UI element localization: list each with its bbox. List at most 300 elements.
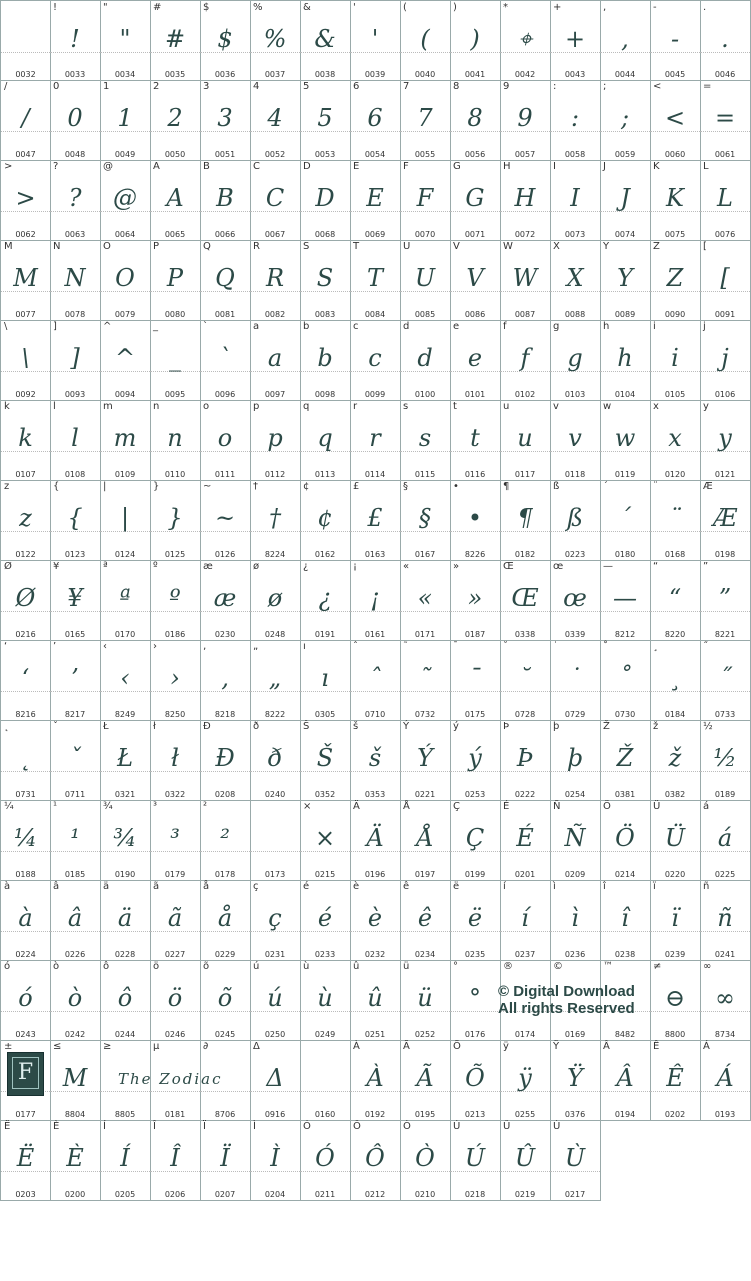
glyph-sample: + — [564, 25, 586, 53]
glyph-cell-label: g — [553, 321, 560, 332]
glyph-cell-label: º — [153, 561, 158, 572]
glyph-cell — [350, 720, 401, 801]
glyph-cell — [200, 720, 251, 801]
glyph-cell — [50, 1120, 101, 1201]
glyph-cell-label: ' — [353, 2, 356, 13]
glyph-sample: ^ — [114, 344, 136, 372]
glyph-cell — [50, 160, 101, 241]
glyph-cell-label: \ — [4, 321, 8, 332]
glyph-sample: ⊖ — [664, 984, 686, 1012]
glyph-cell-label: Æ — [703, 481, 713, 492]
glyph-code: 0199 — [464, 870, 486, 879]
glyph-cell — [550, 1120, 601, 1201]
glyph-sample: » — [467, 584, 483, 612]
glyph-cell — [150, 0, 201, 81]
glyph-cell-label: A — [153, 161, 160, 172]
glyph-sample: ı — [321, 664, 329, 692]
glyph-code: 0246 — [164, 1030, 186, 1039]
glyph-code: 0210 — [414, 1190, 436, 1199]
glyph-cell — [250, 720, 301, 801]
glyph-sample: A — [166, 184, 184, 212]
glyph-cell-label: f — [503, 321, 507, 332]
glyph-code: 0075 — [664, 230, 686, 239]
glyph-sample: % — [263, 25, 287, 53]
glyph-cell — [0, 320, 51, 401]
glyph-sample: . — [721, 25, 729, 53]
glyph-code: 0102 — [514, 390, 536, 399]
glyph-code: 0187 — [464, 630, 486, 639]
glyph-code: 0105 — [664, 390, 686, 399]
glyph-cell — [400, 560, 451, 641]
glyph-cell — [400, 80, 451, 161]
glyph-sample: ˜ — [419, 664, 431, 692]
glyph-cell — [450, 1120, 501, 1201]
glyph-cell — [150, 80, 201, 161]
glyph-cell-label: Ù — [553, 1121, 561, 1132]
glyph-code: 8805 — [114, 1110, 136, 1119]
glyph-cell-label: Õ — [453, 1041, 461, 1052]
glyph-sample: — — [613, 584, 637, 612]
glyph-cell — [550, 720, 601, 801]
glyph-sample: 4 — [267, 104, 283, 132]
glyph-cell-label: ] — [53, 321, 57, 332]
glyph-code: 0241 — [714, 950, 736, 959]
glyph-cell-label: ∂ — [203, 1041, 209, 1052]
glyph-code: 0204 — [264, 1190, 286, 1199]
glyph-sample: ý — [468, 744, 482, 772]
glyph-code: 0123 — [64, 550, 86, 559]
glyph-sample: Q — [215, 264, 235, 292]
glyph-cell — [700, 80, 751, 161]
glyph-cell — [100, 400, 151, 481]
glyph-sample: W — [512, 264, 538, 292]
glyph-code: 0218 — [464, 1190, 486, 1199]
glyph-code: 0238 — [614, 950, 636, 959]
glyph-cell-label: Q — [203, 241, 211, 252]
glyph-code: 0093 — [64, 390, 86, 399]
glyph-code: 0104 — [614, 390, 636, 399]
glyph-cell — [350, 80, 401, 161]
glyph-code: 0194 — [614, 1110, 636, 1119]
glyph-cell — [700, 800, 751, 881]
glyph-cell — [650, 160, 701, 241]
glyph-cell — [700, 320, 751, 401]
glyph-cell-label: B — [203, 161, 210, 172]
glyph-cell-label: Ï — [203, 1121, 206, 1132]
glyph-sample: Ã — [416, 1064, 434, 1092]
glyph-cell-label: ½ — [703, 721, 713, 732]
glyph-code: 0179 — [164, 870, 186, 879]
glyph-sample: á — [717, 824, 733, 852]
glyph-cell-label: ı — [303, 641, 306, 652]
glyph-cell — [0, 880, 51, 961]
glyph-sample: D — [315, 184, 335, 212]
glyph-code: 0202 — [664, 1110, 686, 1119]
glyph-sample: ä — [117, 904, 133, 932]
glyph-code: 0190 — [114, 870, 136, 879]
glyph-cell — [100, 80, 151, 161]
glyph-cell — [200, 0, 251, 81]
glyph-code: 0082 — [264, 310, 286, 319]
glyph-code: 8706 — [214, 1110, 236, 1119]
glyph-sample: 0 — [67, 104, 83, 132]
glyph-code: 0173 — [264, 870, 286, 879]
glyph-cell — [0, 480, 51, 561]
glyph-code: 0121 — [714, 470, 736, 479]
glyph-cell — [200, 80, 251, 161]
glyph-cell-label: ¶ — [503, 481, 510, 492]
glyph-sample: : — [570, 104, 580, 132]
glyph-cell — [100, 320, 151, 401]
glyph-sample: ü — [417, 984, 433, 1012]
glyph-cell-label: V — [453, 241, 460, 252]
glyph-sample: ž — [668, 744, 682, 772]
glyph-cell — [100, 960, 151, 1041]
glyph-code: 0212 — [364, 1190, 386, 1199]
glyph-cell — [350, 160, 401, 241]
glyph-cell-label: Ò — [403, 1121, 411, 1132]
glyph-cell-label: £ — [353, 481, 360, 492]
glyph-cell-label: µ — [153, 1041, 160, 1052]
glyph-cell-label: ç — [253, 881, 259, 892]
glyph-sample: í — [521, 904, 529, 932]
glyph-cell-label: ¥ — [53, 561, 60, 572]
glyph-code: 0223 — [564, 550, 586, 559]
glyph-code: 0110 — [164, 470, 186, 479]
glyph-cell-label: à — [4, 881, 11, 892]
glyph-cell — [300, 0, 351, 81]
glyph-sample: ö — [167, 984, 183, 1012]
glyph-cell-label: À — [353, 1041, 360, 1052]
glyph-cell — [50, 720, 101, 801]
glyph-sample: > — [15, 184, 36, 212]
glyph-sample: Í — [120, 1144, 130, 1172]
glyph-cell — [650, 1040, 701, 1121]
glyph-cell-label: © — [553, 961, 563, 972]
glyph-sample: 5 — [317, 104, 333, 132]
glyph-code: 0100 — [414, 390, 436, 399]
glyph-sample: B — [216, 184, 234, 212]
glyph-cell — [350, 640, 401, 721]
glyph-code: 0196 — [364, 870, 386, 879]
glyph-cell-label: ® — [503, 961, 513, 972]
glyph-cell — [600, 240, 651, 321]
glyph-cell-label: ² — [203, 801, 208, 812]
glyph-cell — [250, 880, 301, 961]
glyph-code: 0043 — [564, 70, 586, 79]
glyph-cell-label: L — [703, 161, 709, 172]
logo-letter: F — [12, 1057, 39, 1089]
glyph-code: 0087 — [514, 310, 536, 319]
glyph-cell-label: Ç — [453, 801, 460, 812]
glyph-cell-label: ∞ — [703, 961, 712, 972]
glyph-code: 0711 — [64, 790, 86, 799]
glyph-cell — [300, 560, 351, 641]
glyph-cell — [400, 240, 451, 321]
glyph-sample: c — [368, 344, 382, 372]
glyph-code: 0254 — [564, 790, 586, 799]
glyph-cell-label: ¡ — [353, 561, 358, 572]
glyph-sample: ˇ — [69, 744, 81, 772]
glyph-code: 0208 — [214, 790, 236, 799]
glyph-cell-label: o — [203, 401, 210, 412]
glyph-cell — [0, 640, 51, 721]
glyph-cell — [650, 480, 701, 561]
glyph-sample: ª — [119, 584, 131, 612]
glyph-code: 0122 — [15, 550, 36, 559]
glyph-sample: F — [416, 184, 434, 212]
glyph-code: 0191 — [314, 630, 336, 639]
glyph-cell — [250, 160, 301, 241]
glyph-code: 0060 — [664, 150, 686, 159]
glyph-sample: ‹ — [120, 664, 130, 692]
glyph-cell — [0, 240, 51, 321]
glyph-cell-label: É — [503, 801, 510, 812]
glyph-cell-label: Ý — [403, 721, 410, 732]
glyph-cell-label: ý — [453, 721, 459, 732]
glyph-cell-label: Ž — [603, 721, 610, 732]
glyph-code: 0089 — [614, 310, 636, 319]
glyph-cell — [350, 1040, 401, 1121]
glyph-cell-label: ˜ — [403, 641, 408, 652]
glyph-code: 0176 — [464, 1030, 486, 1039]
glyph-code: 0197 — [414, 870, 436, 879]
glyph-cell — [500, 800, 551, 881]
publisher-logo — [7, 1052, 44, 1096]
glyph-code: 0186 — [164, 630, 186, 639]
glyph-cell-label: " — [103, 2, 108, 13]
glyph-code: 0064 — [114, 230, 136, 239]
glyph-cell — [250, 800, 301, 881]
glyph-cell-label: X — [553, 241, 560, 252]
glyph-cell — [400, 880, 451, 961]
glyph-sample: £ — [367, 504, 383, 532]
glyph-sample: _ — [169, 344, 181, 372]
glyph-cell — [400, 720, 451, 801]
glyph-cell — [50, 240, 101, 321]
glyph-cell — [700, 640, 751, 721]
glyph-code: 0066 — [214, 230, 236, 239]
glyph-code: 0068 — [314, 230, 336, 239]
glyph-cell-label: : — [553, 81, 557, 92]
glyph-cell — [500, 720, 551, 801]
glyph-sample: æ — [213, 584, 237, 612]
glyph-sample: À — [366, 1064, 384, 1092]
glyph-sample: ¡ — [370, 584, 380, 612]
glyph-code: 0200 — [64, 1190, 86, 1199]
glyph-code: 8800 — [664, 1030, 686, 1039]
glyph-code: 0085 — [414, 310, 436, 319]
glyph-sample: ˚ — [619, 664, 631, 692]
glyph-code: 0242 — [64, 1030, 86, 1039]
glyph-cell-label: . — [703, 2, 707, 13]
glyph-sample: Î — [170, 1144, 180, 1172]
glyph-sample: Ä — [366, 824, 384, 852]
glyph-cell-label: ( — [403, 2, 407, 13]
glyph-code: 8804 — [64, 1110, 86, 1119]
glyph-cell-label: Y — [603, 241, 610, 252]
glyph-sample: â — [67, 904, 83, 932]
glyph-cell-label: ¸ — [653, 641, 658, 652]
glyph-sample: \ — [21, 344, 30, 372]
glyph-code: 0227 — [164, 950, 186, 959]
glyph-code: 0710 — [364, 710, 386, 719]
glyph-cell — [700, 960, 751, 1041]
glyph-code: 0338 — [514, 630, 536, 639]
glyph-cell-label: * — [503, 2, 508, 13]
glyph-sample: 3 — [217, 104, 233, 132]
glyph-cell — [450, 800, 501, 881]
glyph-cell — [450, 1040, 501, 1121]
glyph-code: 8226 — [464, 550, 486, 559]
glyph-cell-label: d — [403, 321, 410, 332]
glyph-sample: z — [19, 504, 32, 532]
glyph-code: 0048 — [64, 150, 86, 159]
glyph-code: 0077 — [15, 310, 36, 319]
glyph-cell — [200, 1120, 251, 1201]
glyph-code: 0054 — [364, 150, 386, 159]
glyph-cell-label: ~ — [203, 481, 212, 492]
glyph-code: 8220 — [664, 630, 686, 639]
glyph-cell-label: G — [453, 161, 461, 172]
glyph-sample: Ï — [220, 1144, 230, 1172]
glyph-code: 0167 — [414, 550, 436, 559]
glyph-code: 0230 — [214, 630, 236, 639]
glyph-sample: o — [217, 424, 233, 452]
glyph-code: 0193 — [714, 1110, 736, 1119]
glyph-cell-label: = — [703, 81, 712, 92]
glyph-cell-label: 4 — [253, 81, 260, 92]
glyph-sample: Y — [617, 264, 633, 292]
glyph-sample: è — [367, 904, 383, 932]
glyph-cell-label: 6 — [353, 81, 360, 92]
glyph-code: 0072 — [514, 230, 536, 239]
glyph-sample: ¾ — [113, 824, 137, 852]
glyph-sample: K — [666, 184, 684, 212]
glyph-cell — [650, 800, 701, 881]
glyph-cell — [300, 720, 351, 801]
glyph-cell — [500, 160, 551, 241]
glyph-cell-label: | — [103, 481, 107, 492]
glyph-cell-label: / — [4, 81, 8, 92]
glyph-cell-label: ł — [153, 721, 156, 732]
glyph-cell — [450, 240, 501, 321]
glyph-sample: / — [21, 104, 30, 132]
glyph-code: 0169 — [564, 1030, 586, 1039]
glyph-code: 0032 — [15, 70, 36, 79]
glyph-code: 0728 — [514, 710, 536, 719]
glyph-cell-label: ø — [253, 561, 260, 572]
glyph-cell-label: ô — [103, 961, 110, 972]
glyph-cell-label: ¿ — [303, 561, 309, 572]
glyph-code: 0115 — [414, 470, 436, 479]
glyph-cell-label: ñ — [703, 881, 710, 892]
glyph-cell — [50, 480, 101, 561]
glyph-sample: ô — [117, 984, 133, 1012]
glyph-cell-label: U — [403, 241, 411, 252]
glyph-code: 0038 — [314, 70, 336, 79]
glyph-cell — [150, 720, 201, 801]
glyph-cell-label: þ — [553, 721, 560, 732]
glyph-code: 0244 — [114, 1030, 136, 1039]
glyph-cell — [500, 1120, 551, 1201]
glyph-cell — [700, 0, 751, 81]
glyph-cell — [150, 320, 201, 401]
glyph-code: 0226 — [64, 950, 86, 959]
glyph-cell-label: { — [53, 481, 60, 492]
glyph-cell-label: [ — [703, 241, 707, 252]
glyph-cell-label: ¼ — [4, 801, 14, 812]
glyph-cell-label: Ł — [103, 721, 109, 732]
glyph-sample: Ì — [270, 1144, 280, 1172]
glyph-code: 0228 — [114, 950, 136, 959]
glyph-code: 0067 — [264, 230, 286, 239]
glyph-code: 0108 — [64, 470, 86, 479]
glyph-sample: ⌖ — [518, 25, 532, 53]
glyph-code: 0045 — [664, 70, 686, 79]
glyph-sample: f — [520, 344, 530, 372]
glyph-sample: Á — [716, 1064, 734, 1092]
glyph-cell-label: š — [353, 721, 359, 732]
glyph-sample: [ — [720, 264, 730, 292]
glyph-cell — [100, 480, 151, 561]
glyph-code: 0170 — [114, 630, 136, 639]
glyph-cell-label: H — [503, 161, 511, 172]
glyph-cell-label: Ë — [4, 1121, 11, 1132]
glyph-code: 0224 — [15, 950, 36, 959]
glyph-cell — [400, 640, 451, 721]
glyph-cell-label: l — [53, 401, 56, 412]
glyph-code: 0255 — [514, 1110, 536, 1119]
glyph-code: 0039 — [364, 70, 386, 79]
glyph-cell — [550, 880, 601, 961]
glyph-cell — [300, 880, 351, 961]
glyph-code: 0234 — [414, 950, 436, 959]
glyph-cell — [700, 880, 751, 961]
glyph-cell-label: 3 — [203, 81, 210, 92]
glyph-cell — [350, 400, 401, 481]
glyph-sample: Õ — [465, 1064, 485, 1092]
glyph-code: 0042 — [514, 70, 536, 79]
glyph-cell-label: n — [153, 401, 160, 412]
glyph-cell-label: Î — [153, 1121, 156, 1132]
glyph-cell-label: è — [353, 881, 360, 892]
glyph-cell — [100, 560, 151, 641]
glyph-cell — [600, 800, 651, 881]
glyph-cell — [50, 400, 101, 481]
glyph-cell-label: ó — [4, 961, 11, 972]
glyph-cell — [50, 80, 101, 161]
glyph-cell-label: — — [603, 561, 613, 572]
glyph-cell — [300, 1040, 351, 1121]
glyph-code: 0188 — [15, 870, 36, 879]
glyph-cell-label: Ð — [203, 721, 211, 732]
glyph-sample: ÿ — [518, 1064, 532, 1092]
glyph-code: 0235 — [464, 950, 486, 959]
glyph-code: 0106 — [714, 390, 736, 399]
glyph-code: 0245 — [214, 1030, 236, 1039]
glyph-cell-label: Å — [403, 801, 410, 812]
glyph-code: 0211 — [314, 1190, 336, 1199]
glyph-sample: Ç — [465, 824, 485, 852]
glyph-sample: ~ — [214, 504, 236, 532]
glyph-cell-label: b — [303, 321, 310, 332]
glyph-code: 0213 — [464, 1110, 486, 1119]
glyph-code: 0036 — [214, 70, 236, 79]
glyph-sample: < — [664, 104, 686, 132]
glyph-sample: ë — [467, 904, 483, 932]
glyph-sample: Å — [416, 824, 434, 852]
